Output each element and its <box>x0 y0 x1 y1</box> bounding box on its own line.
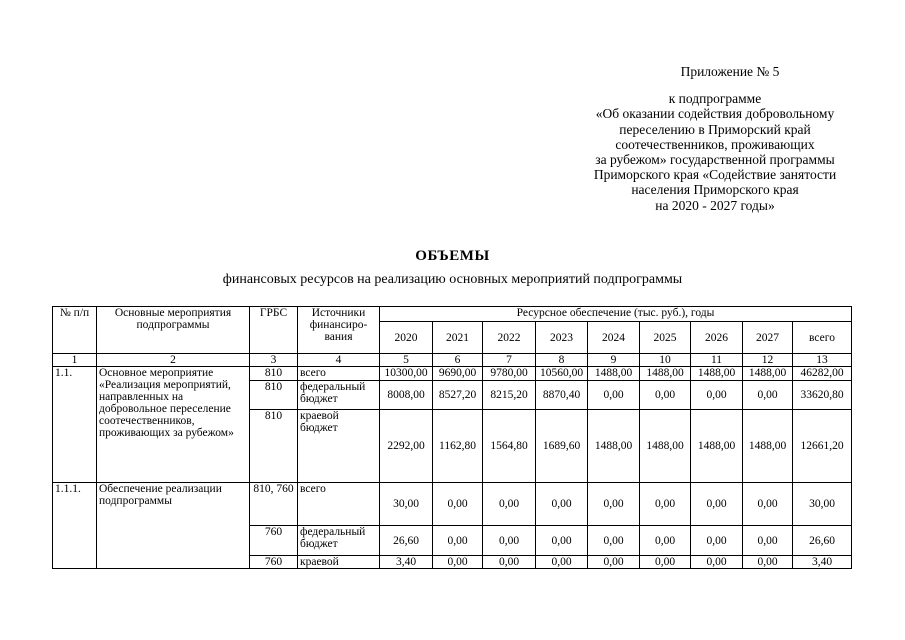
value-cell: 26,60 <box>380 526 433 556</box>
value-cell: 2292,00 <box>380 410 433 483</box>
appendix-line: переселению в Приморский край <box>619 121 811 137</box>
col-number: 10 <box>640 354 691 367</box>
header-year: 2022 <box>483 322 536 354</box>
col-number: 13 <box>793 354 852 367</box>
value-cell: 3,40 <box>793 556 852 569</box>
col-number: 3 <box>250 354 298 367</box>
value-cell: 1488,00 <box>691 410 743 483</box>
value-cell: 0,00 <box>483 556 536 569</box>
row-source: всего <box>298 483 380 526</box>
value-cell: 0,00 <box>640 556 691 569</box>
col-number: 12 <box>743 354 793 367</box>
value-cell: 1488,00 <box>743 410 793 483</box>
col-number: 2 <box>97 354 250 367</box>
row-grbs: 810, 760 <box>250 483 298 526</box>
row-grbs: 760 <box>250 526 298 556</box>
value-cell: 0,00 <box>640 483 691 526</box>
row-source: краевой бюджет <box>298 410 380 483</box>
row-num: 1.1.1. <box>53 483 97 569</box>
value-cell: 8215,20 <box>483 381 536 410</box>
value-cell: 0,00 <box>433 526 483 556</box>
header-year: 2024 <box>588 322 640 354</box>
value-cell: 1488,00 <box>691 367 743 381</box>
appendix-number: Приложение № 5 <box>680 64 780 79</box>
col-number: 9 <box>588 354 640 367</box>
row-activity: Основное мероприятие «Реализация мероприятий, направленных на добровольное переселение соотечественников, проживающих за рубежом» <box>97 367 250 483</box>
value-cell: 8008,00 <box>380 381 433 410</box>
value-cell: 0,00 <box>743 381 793 410</box>
row-num: 1.1. <box>53 367 97 483</box>
value-cell: 0,00 <box>691 381 743 410</box>
header-year: 2021 <box>433 322 483 354</box>
value-cell: 33620,80 <box>793 381 852 410</box>
value-cell: 0,00 <box>536 526 588 556</box>
value-cell: 0,00 <box>588 556 640 569</box>
appendix-line: населения Приморского края <box>631 182 799 198</box>
header-year: 2026 <box>691 322 743 354</box>
document-subtitle: финансовых ресурсов на реализацию основных мероприятий подпрограммы <box>222 272 683 287</box>
header-year: 2027 <box>743 322 793 354</box>
value-cell: 10560,00 <box>536 367 588 381</box>
value-cell: 8870,40 <box>536 381 588 410</box>
value-cell: 0,00 <box>536 556 588 569</box>
header-resources: Ресурсное обеспечение (тыс. руб.), годы <box>380 307 852 322</box>
value-cell: 0,00 <box>640 526 691 556</box>
col-number: 1 <box>53 354 97 367</box>
value-cell: 0,00 <box>433 556 483 569</box>
value-cell: 1689,60 <box>536 410 588 483</box>
row-grbs: 810 <box>250 367 298 381</box>
col-number: 5 <box>380 354 433 367</box>
value-cell: 0,00 <box>483 483 536 526</box>
value-cell: 9780,00 <box>483 367 536 381</box>
appendix-line: на 2020 - 2027 годы» <box>655 197 775 213</box>
appendix-block <box>560 64 870 213</box>
header-activity: Основные мероприятия подпрограммы <box>97 307 250 354</box>
value-cell: 26,60 <box>793 526 852 556</box>
value-cell: 46282,00 <box>793 367 852 381</box>
header-sources: Источники финансиро-вания <box>298 307 380 354</box>
row-grbs: 810 <box>250 381 298 410</box>
header-total: всего <box>793 322 852 354</box>
value-cell: 9690,00 <box>433 367 483 381</box>
table-row <box>53 483 852 526</box>
document-title: ОБЪЕМЫ <box>415 248 490 264</box>
value-cell: 1488,00 <box>588 367 640 381</box>
header-year: 2020 <box>380 322 433 354</box>
value-cell: 3,40 <box>380 556 433 569</box>
value-cell: 0,00 <box>743 526 793 556</box>
value-cell: 30,00 <box>380 483 433 526</box>
value-cell: 0,00 <box>588 381 640 410</box>
value-cell: 0,00 <box>743 556 793 569</box>
value-cell: 0,00 <box>536 483 588 526</box>
value-cell: 1488,00 <box>640 367 691 381</box>
header-year: 2023 <box>536 322 588 354</box>
value-cell: 1162,80 <box>433 410 483 483</box>
row-source: всего <box>298 367 380 381</box>
header-year: 2025 <box>640 322 691 354</box>
value-cell: 0,00 <box>588 483 640 526</box>
col-number: 4 <box>298 354 380 367</box>
row-grbs: 810 <box>250 410 298 483</box>
value-cell: 10300,00 <box>380 367 433 381</box>
value-cell: 0,00 <box>588 526 640 556</box>
header-num: № п/п <box>53 307 97 354</box>
row-activity: Обеспечение реализации подпрограммы <box>97 483 250 569</box>
value-cell: 1488,00 <box>743 367 793 381</box>
row-source: краевой <box>298 556 380 569</box>
appendix-line: к подпрограмме <box>668 91 762 107</box>
value-cell: 1564,80 <box>483 410 536 483</box>
col-number: 8 <box>536 354 588 367</box>
value-cell: 0,00 <box>640 381 691 410</box>
value-cell: 0,00 <box>483 526 536 556</box>
value-cell: 0,00 <box>691 526 743 556</box>
value-cell: 8527,20 <box>433 381 483 410</box>
value-cell: 0,00 <box>691 483 743 526</box>
table-row <box>53 367 852 381</box>
row-source: федеральный бюджет <box>298 381 380 410</box>
value-cell: 0,00 <box>433 483 483 526</box>
appendix-line: «Об оказании содействия добровольному <box>595 106 835 122</box>
value-cell: 30,00 <box>793 483 852 526</box>
value-cell: 0,00 <box>691 556 743 569</box>
value-cell: 1488,00 <box>588 410 640 483</box>
resources-table <box>52 306 852 569</box>
header-grbs: ГРБС <box>250 307 298 354</box>
col-number: 7 <box>483 354 536 367</box>
row-grbs: 760 <box>250 556 298 569</box>
appendix-line: Приморского края «Содействие занятости <box>593 167 837 183</box>
appendix-line: соотечественников, проживающих <box>615 136 815 152</box>
appendix-line: за рубежом» государственной программы <box>595 152 835 168</box>
col-number: 11 <box>691 354 743 367</box>
value-cell: 0,00 <box>743 483 793 526</box>
row-source: федеральный бюджет <box>298 526 380 556</box>
col-number: 6 <box>433 354 483 367</box>
value-cell: 12661,20 <box>793 410 852 483</box>
value-cell: 1488,00 <box>640 410 691 483</box>
